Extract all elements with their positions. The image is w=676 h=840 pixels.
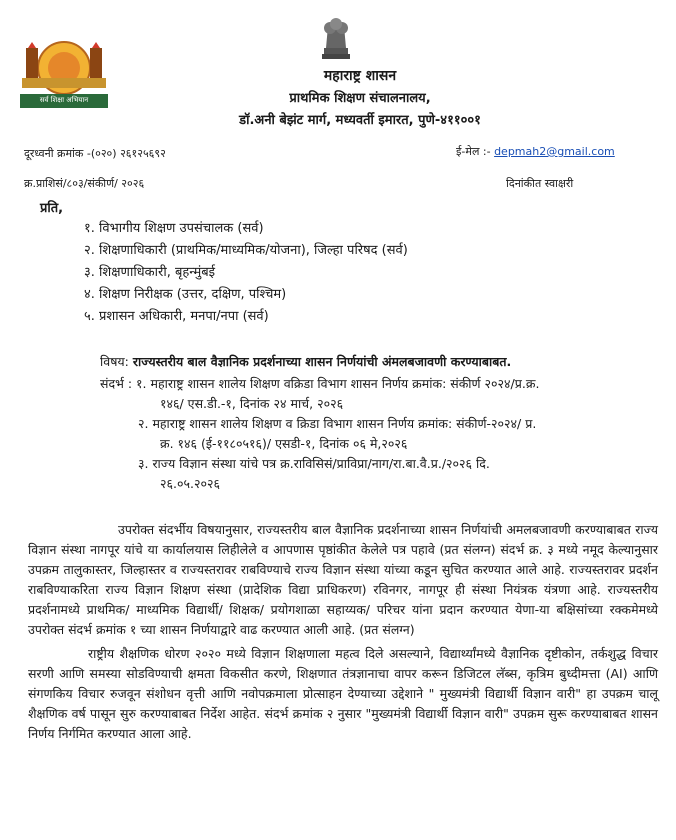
ssa-logo xyxy=(16,32,112,118)
subject-text: राज्यस्तरीय बाल वैज्ञानिक प्रदर्शनाच्या शासन निर्णयांची अंमलबजावणी करण्याबाबत. xyxy=(132,354,512,369)
letter-body xyxy=(28,520,658,744)
addressee-item: १. विभागीय शिक्षण उपसंचालक (सर्व) xyxy=(84,221,264,236)
addressee-item: ४. शिक्षण निरीक्षक (उत्तर, दक्षिण, पश्चिम) xyxy=(84,287,287,302)
addressee-item: २. शिक्षणाधिकारी (प्राथमिक/माध्यमिक/योजना), जिल्हा परिषद (सर्व) xyxy=(84,243,408,258)
subject-label: विषय: xyxy=(100,354,129,369)
reference-item: १. महाराष्ट्र शासन शालेय शिक्षण वक्रिडा विभाग शासन निर्णय क्रमांक: संकीर्ण २०२४/प्र.क्र. xyxy=(136,376,540,391)
reference-item-cont: क्र. १४६ (ई-११८०५१६)/ एसडी-१, दिनांक ०६ मे,२०२६ xyxy=(160,436,408,451)
addressee-list xyxy=(56,218,408,328)
email-line xyxy=(456,144,615,159)
reference-block xyxy=(100,374,660,494)
letter-number: क्र.प्राशिसं/८०३/संकीर्ण/ २०२६ xyxy=(24,177,145,190)
body-paragraph: उपरोक्त संदर्भीय विषयानुसार, राज्यस्तरीय बाल वैज्ञानिक प्रदर्शनाच्या शासन निर्णयांची अमलबजावणी करण्याबाबत राज्य विज्ञान संस्था नागपूर यांचे या कार्यालयास लिहीलेले व आपणास पृष्ठांकीत केलेले पत्र पहावे (प्रत संलग्न) संदर्भ क्र. ३ मध्ये नमूद केल्यानुसार उपक्रम तालुकास्तर, जिल्हास्तर व राज्यस्तरावर राबविण्याचे राज्य विज्ञान संस्था यांच्या कडून सुचित करण्यात आले आहे. राज्यस्तरावर प्रदर्शन राबविण्याकरिता राज्य विज्ञान शिक्षण संस्था (प्रादेशिक विद्या प्राधिकरण) रविनगर, नागपूर ही संस्था नियंत्रक यंत्रणा आहे. राज्यस्तरीय प्रदर्शनामध्ये प्राथमिक/ माध्यमिक विद्यार्थी/ शिक्षक/ प्रयोगशाळा सहाय्यक/ परिचर यांना प्रदान करण्यात येणा-या बक्षिसांच्या रक्कमेमध्ये उपरोक्त संदर्भ क्रमांक १ च्या शासन निर्णयाद्वारे वाढ करण्यात आली आहे. (प्रत संलग्न) xyxy=(28,522,658,637)
reference-item: ३. राज्य विज्ञान संस्था यांचे पत्र क्र.राविसिसं/प्राविप्रा/नाग/रा.बा.वै.प्र./२०२६ दि. xyxy=(138,456,490,471)
email-link[interactable]: depmah2@gmail.com xyxy=(494,145,615,158)
phone-number: दूरध्वनी क्रमांक -(०२०) २६१२५६९२ xyxy=(24,147,166,160)
reference-item-cont: १४६/ एस.डी.-१, दिनांक २४ मार्च, २०२६ xyxy=(160,396,344,411)
logo-banner-text: सर्व शिक्षा अभियान xyxy=(39,96,89,104)
letter-date: दिनांकीत स्वाक्षरी xyxy=(506,177,574,190)
email-label: ई-मेल :- xyxy=(456,145,491,158)
subject-line xyxy=(100,352,660,372)
reference-label: संदर्भ : xyxy=(100,376,133,391)
reference-item-cont: २६.०५.२०२६ xyxy=(160,476,220,491)
body-paragraph: राष्ट्रीय शैक्षणिक धोरण २०२० मध्ये विज्ञान शिक्षणाला महत्व दिले असल्याने, विद्यार्थ्यांमध्ये वैज्ञानिक दृष्टीकोन, तर्कशुद्ध विचार सरणी आणि समस्या सोडविण्याची क्षमता विकसीत करणे, शिक्षणात तंत्रज्ञानाचा वापर करून डिजिटल लॅब्स, कृत्रिम बुध्दीमत्ता (AI) आणि संगणकिय विचार रुजवून संशोधन वृत्ती आणि नवोपक्रमाला प्रोत्साहन देण्याच्या उद्देशाने " मुख्यमंत्री विद्यार्थी विज्ञान वारी" हा उपक्रम चालू शैक्षणिक वर्ष पासून सुरु करण्याबाबत निर्देश आहेत. संदर्भ क्रमांक २ नुसार "मुख्यमंत्री विद्यार्थी विज्ञान वारी" उपक्रम सुरू करण्याबाबत शासन निर्णय निर्गमित करण्यात आला आहे. xyxy=(28,646,658,741)
to-label: प्रति, xyxy=(40,201,64,216)
govt-title: महाराष्ट्र शासन xyxy=(323,68,397,84)
addressee-item: ५. प्रशासन अधिकारी, मनपा/नपा (सर्व) xyxy=(84,309,269,324)
directorate-name: प्राथमिक शिक्षण संचालनालय, xyxy=(289,91,431,106)
addressee-item: ३. शिक्षणाधिकारी, बृहन्मुंबई xyxy=(84,265,216,280)
reference-item: २. महाराष्ट्र शासन शालेय शिक्षण व क्रिडा विभाग शासन निर्णय क्रमांक: संकीर्ण-२०२४/ प्र. xyxy=(138,416,537,431)
address-line: डॉ.अनी बेझंट मार्ग, मध्यवर्ती इमारत, पुणे-४११००१ xyxy=(239,113,481,128)
emblem-icon xyxy=(316,12,356,62)
